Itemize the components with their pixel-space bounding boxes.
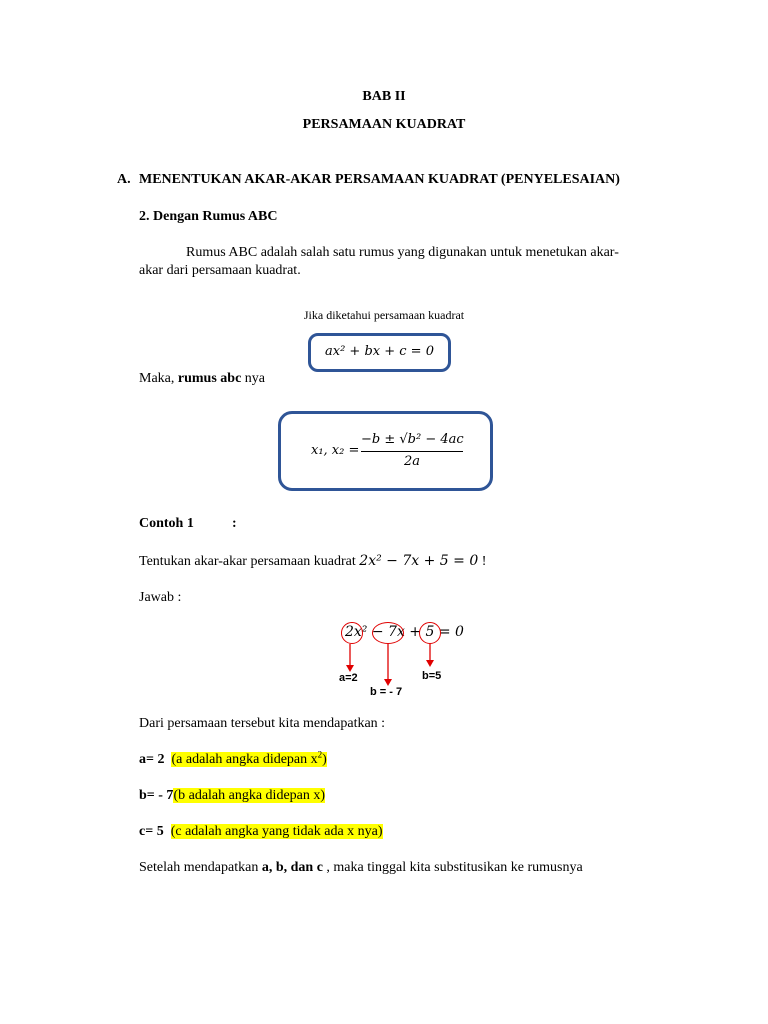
result-b bbox=[139, 788, 325, 804]
closing-bold: a, b, dan c bbox=[261, 860, 323, 875]
note-c: (c adalah angka yang tidak ada x nya) bbox=[170, 824, 383, 839]
formula-lhs: x₁, x₂ = bbox=[311, 443, 360, 458]
arrow-b-head bbox=[384, 679, 392, 686]
arrow-c-head bbox=[426, 660, 434, 667]
chapter-heading: BAB II bbox=[362, 89, 406, 104]
page-title: PERSAMAAN KUADRAT bbox=[302, 117, 466, 132]
note-b: (b adalah angka didepan x) bbox=[173, 788, 326, 803]
formula-intro bbox=[139, 371, 265, 387]
section-title: MENENTUKAN AKAR-AKAR PERSAMAAN KUADRAT (PENYELESAIAN) bbox=[139, 172, 620, 187]
question-text: Tentukan akar-akar persamaan kuadrat bbox=[139, 554, 360, 569]
closing-suffix: , maka tinggal kita substitusikan ke rumusnya bbox=[322, 860, 583, 875]
label-c: b=5 bbox=[422, 670, 442, 682]
formula-intro-prefix: Maka, bbox=[139, 371, 178, 386]
example-question bbox=[139, 553, 486, 570]
formula-intro-bold: rumus abc bbox=[177, 371, 242, 386]
subsection-title: 2. Dengan Rumus ABC bbox=[139, 209, 278, 224]
question-equation: 2x² − 7x + 5 = 0 bbox=[359, 553, 479, 569]
given-caption: Jika diketahui persamaan kuadrat bbox=[303, 308, 465, 322]
result-intro: Dari persamaan tersebut kita mendapatkan : bbox=[139, 716, 386, 731]
result-c bbox=[139, 824, 383, 840]
closing-prefix: Setelah mendapatkan bbox=[139, 860, 262, 875]
fraction-bar bbox=[361, 451, 463, 452]
intro-line-1: Rumus ABC adalah salah satu rumus yang digunakan untuk menetukan akar- bbox=[186, 245, 619, 260]
note-a bbox=[171, 749, 327, 767]
answer-label: Jawab : bbox=[139, 590, 182, 605]
example-colon: : bbox=[232, 516, 237, 531]
value-b: b= - 7 bbox=[139, 788, 174, 803]
note-a-text: (a adalah angka didepan x bbox=[171, 752, 318, 767]
value-a: a= 2 bbox=[139, 752, 165, 767]
label-b: b = - 7 bbox=[370, 686, 403, 698]
note-a-sup: 2 bbox=[317, 749, 323, 760]
formula-numerator: −b ± √b² − 4ac bbox=[361, 432, 464, 447]
diagram-equation: 2x² − 7x + 5 = 0 bbox=[345, 624, 464, 640]
formula-denominator: 2a bbox=[403, 454, 421, 469]
formula-box bbox=[278, 411, 493, 491]
note-a-close: ) bbox=[322, 752, 327, 767]
question-suffix: ! bbox=[478, 554, 487, 569]
intro-line-2: akar dari persamaan kuadrat. bbox=[139, 263, 301, 278]
section-label: A. bbox=[117, 172, 131, 187]
label-a: a=2 bbox=[339, 672, 358, 684]
closing-sentence bbox=[139, 860, 583, 876]
arrow-a-head bbox=[346, 665, 354, 672]
equation-box bbox=[308, 333, 451, 372]
example-label: Contoh 1 bbox=[139, 516, 194, 531]
value-c: c= 5 bbox=[139, 824, 164, 839]
formula-intro-suffix: nya bbox=[241, 371, 266, 386]
general-equation: ax² + bx + c = 0 bbox=[325, 344, 434, 359]
result-a bbox=[139, 749, 327, 768]
